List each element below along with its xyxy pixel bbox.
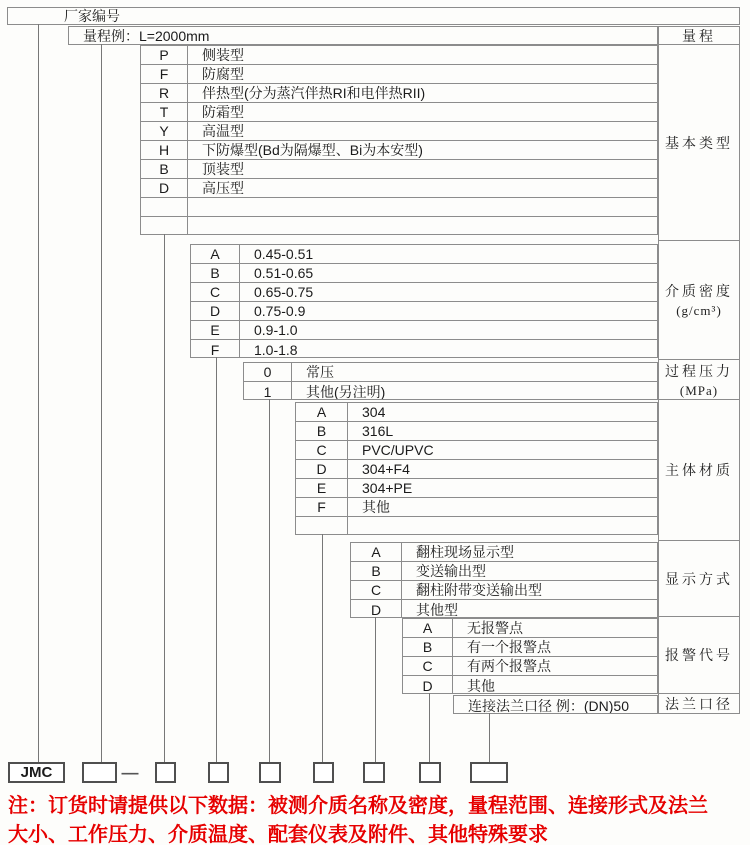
desc-cell: 伴热型(分为蒸汽伴热RI和电伴热RII) xyxy=(202,85,426,101)
desc-cell: 有两个报警点 xyxy=(467,658,551,674)
desc-cell: 无报警点 xyxy=(467,620,523,636)
code-box-display xyxy=(363,762,385,783)
code-cell: F xyxy=(141,65,188,83)
table-row xyxy=(191,302,657,321)
table-row xyxy=(141,65,657,84)
code-cell: C xyxy=(403,657,453,675)
table-row xyxy=(403,676,657,694)
table-row xyxy=(141,141,657,160)
code-box-material xyxy=(313,762,334,783)
code-cell: P xyxy=(141,46,188,64)
code-cell: R xyxy=(141,84,188,102)
label-range: 量程 xyxy=(659,27,739,45)
desc-cell: 连接法兰口径 例：(DN)50 xyxy=(468,697,630,714)
code-cell: E xyxy=(296,479,348,497)
desc-cell: 0.9-1.0 xyxy=(254,322,298,338)
desc-cell: 顶装型 xyxy=(202,161,244,177)
desc-cell: 翻柱附带变送输出型 xyxy=(416,582,542,598)
desc-cell: 常压 xyxy=(306,364,334,380)
code-cell: A xyxy=(296,403,348,421)
display-table xyxy=(350,542,658,618)
code-cell: A xyxy=(403,619,453,637)
pressure-table xyxy=(243,362,658,400)
desc-cell xyxy=(188,198,657,216)
desc-cell: 0.51-0.65 xyxy=(254,265,314,281)
ordering-note xyxy=(8,792,746,845)
label-flange: 法兰口径 xyxy=(665,697,733,713)
code-box-alarm xyxy=(419,762,441,783)
code-cell: D xyxy=(351,600,402,618)
desc-cell: 其他(另注明) xyxy=(306,383,386,400)
desc-cell: 1.0-1.8 xyxy=(254,341,298,358)
dash-separator: — xyxy=(121,762,139,782)
table-row xyxy=(403,619,657,638)
desc-cell: 0.75-0.9 xyxy=(254,303,306,319)
table-row xyxy=(141,84,657,103)
label-display: 显示方式 xyxy=(659,541,739,617)
desc-cell: PVC/UPVC xyxy=(362,442,434,458)
table-row xyxy=(244,382,657,400)
code-cell: Y xyxy=(141,122,188,140)
desc-cell: 316L xyxy=(362,423,394,439)
code-cell xyxy=(141,198,188,216)
table-row xyxy=(403,657,657,676)
desc-cell: 高温型 xyxy=(202,123,244,139)
flange-row xyxy=(453,695,658,714)
table-row xyxy=(351,543,657,562)
code-cell: F xyxy=(191,340,240,358)
code-cell: B xyxy=(141,160,188,178)
code-box-range xyxy=(82,762,117,783)
table-row xyxy=(191,340,657,358)
code-cell: C xyxy=(296,441,348,459)
range-example-label: 量程例：L=2000mm xyxy=(83,27,210,44)
desc-cell: 防霜型 xyxy=(202,104,244,120)
code-cell: C xyxy=(191,283,240,301)
code-cell: 1 xyxy=(244,382,292,400)
desc-cell: 其他型 xyxy=(416,601,458,618)
desc-cell: 翻柱现场显示型 xyxy=(416,544,514,560)
code-box-basic xyxy=(155,762,176,783)
ordering-note-line1: 注：订货时请提供以下数据：被测介质名称及密度，量程范围、连接形式及法兰 xyxy=(8,795,708,817)
desc-cell: 304+F4 xyxy=(362,461,410,477)
code-cell: E xyxy=(191,321,240,339)
label-basic-type: 基本类型 xyxy=(659,45,739,241)
table-row xyxy=(191,264,657,283)
code-box-pressure xyxy=(259,762,281,783)
code-cell: B xyxy=(403,638,453,656)
desc-cell: 0.65-0.75 xyxy=(254,284,314,300)
label-alarm: 报警代号 xyxy=(659,617,739,694)
code-cell: D xyxy=(141,179,188,197)
desc-cell: 侧装型 xyxy=(202,47,244,63)
code-cell: H xyxy=(141,141,188,159)
model-prefix-label: JMC xyxy=(20,764,53,781)
code-cell: D xyxy=(296,460,348,478)
basic-type-table xyxy=(140,45,658,235)
density-table xyxy=(190,244,658,358)
table-row-empty xyxy=(141,217,657,235)
category-label-column xyxy=(658,26,740,714)
table-row xyxy=(141,122,657,141)
desc-cell: 防腐型 xyxy=(202,66,244,82)
code-cell xyxy=(296,517,348,535)
connector-line-density xyxy=(216,357,217,762)
model-prefix-box xyxy=(8,762,65,783)
table-row xyxy=(296,441,657,460)
label-material: 主体材质 xyxy=(659,400,739,541)
connector-line-range xyxy=(101,44,102,762)
table-row xyxy=(191,283,657,302)
desc-cell: 其他 xyxy=(362,499,390,515)
code-cell: F xyxy=(296,498,348,516)
table-row xyxy=(191,321,657,340)
code-cell: B xyxy=(296,422,348,440)
connector-line-factory xyxy=(38,24,39,762)
connector-line-flange xyxy=(489,713,490,762)
table-row xyxy=(351,600,657,618)
desc-cell: 304 xyxy=(362,404,386,420)
code-cell: B xyxy=(191,264,240,282)
ordering-note-line2: 大小、工作压力、介质温度、配套仪表及附件、其他特殊要求 xyxy=(8,824,548,845)
table-row-empty xyxy=(141,198,657,217)
factory-number-box xyxy=(7,7,740,25)
connector-line-alarm xyxy=(429,693,430,762)
code-cell: B xyxy=(351,562,402,580)
desc-cell: 有一个报警点 xyxy=(467,639,551,655)
code-cell: C xyxy=(351,581,402,599)
table-row xyxy=(244,363,657,382)
desc-cell: 其他 xyxy=(467,677,495,694)
range-example-box xyxy=(68,26,658,45)
label-density: 介质密度 (g/cm³) xyxy=(659,241,739,360)
desc-cell xyxy=(348,517,657,535)
code-cell: D xyxy=(403,676,453,694)
material-table xyxy=(295,402,658,535)
table-row xyxy=(351,581,657,600)
code-cell: D xyxy=(191,302,240,320)
code-cell: T xyxy=(141,103,188,121)
table-row xyxy=(403,638,657,657)
table-row xyxy=(296,403,657,422)
connector-line-material xyxy=(322,534,323,762)
table-row xyxy=(351,562,657,581)
label-pressure: 过程压力 (MPa) xyxy=(659,360,739,400)
table-row xyxy=(141,103,657,122)
code-cell: A xyxy=(191,245,240,263)
table-row-empty xyxy=(296,517,657,535)
table-row xyxy=(296,422,657,441)
desc-cell: 下防爆型(Bd为隔爆型、Bi为本安型) xyxy=(202,142,423,158)
code-cell: 0 xyxy=(244,363,292,381)
table-row xyxy=(141,179,657,198)
desc-cell xyxy=(188,217,657,235)
desc-cell: 变送输出型 xyxy=(416,563,486,579)
code-box-density xyxy=(208,762,229,783)
desc-cell: 0.45-0.51 xyxy=(254,246,314,262)
code-cell xyxy=(141,217,188,235)
table-row xyxy=(296,479,657,498)
table-row xyxy=(296,460,657,479)
table-row xyxy=(296,498,657,517)
code-box-flange xyxy=(470,762,508,783)
table-row xyxy=(191,245,657,264)
table-row xyxy=(141,46,657,65)
connector-line-pressure xyxy=(269,399,270,762)
alarm-table xyxy=(402,618,658,694)
table-row xyxy=(141,160,657,179)
factory-number-label: 厂家编号 xyxy=(64,8,120,24)
desc-cell: 高压型 xyxy=(202,180,244,196)
connector-line-display xyxy=(375,617,376,762)
desc-cell: 304+PE xyxy=(362,480,413,496)
connector-line-basic xyxy=(164,234,165,762)
table-row xyxy=(454,696,657,714)
code-cell: A xyxy=(351,543,402,561)
